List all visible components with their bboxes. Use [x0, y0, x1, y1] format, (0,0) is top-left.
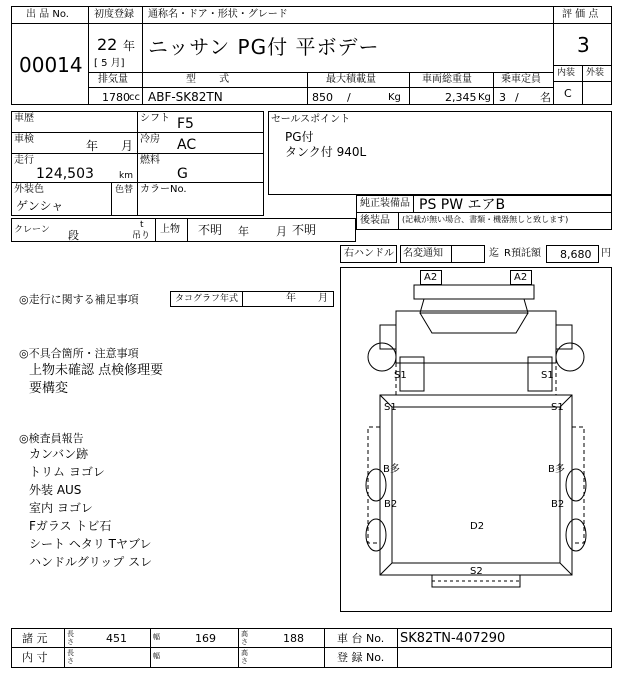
upper-month-value: 不明 [292, 223, 317, 237]
defect-line-2: 要構変 [29, 381, 69, 396]
crane-stage-unit: 段 [68, 229, 79, 242]
color-label: 外装色 [14, 184, 44, 195]
payload-sep: / [347, 91, 351, 104]
deadline-unit: 迄 [489, 248, 499, 259]
inspector-line-2: トリム ヨゴレ [29, 465, 105, 479]
equipment-label: 純正装備品 [360, 198, 410, 209]
first-reg-year: 22 [97, 35, 118, 54]
mark-b-right: B多 [548, 464, 565, 475]
mark-s1-right-lower: S1 [551, 402, 564, 413]
recycle-amount: 8,680 [560, 248, 592, 261]
color-code-label: 色替 [115, 185, 134, 195]
width-label: 幅 [153, 633, 160, 641]
height-value: 188 [283, 632, 304, 645]
dims-label: 諸 元 [22, 632, 48, 645]
mark-a2-right: A2 [514, 272, 528, 283]
sales-point-line-2: タンク付 940L [285, 145, 367, 159]
grade-value: 3 [577, 33, 590, 57]
mileage-value: 124,503 [36, 166, 94, 182]
crane-label: クレーン [14, 225, 50, 235]
inner-length-label: 長さ [67, 649, 74, 665]
car-name: ニッサン PG付 平ボデー [148, 35, 380, 59]
inspector-line-1: カンバン跡 [29, 447, 89, 461]
mark-b2-left: B2 [384, 499, 398, 510]
crane-lift-unit: 吊り [132, 231, 151, 241]
inspection-label: 車検 [14, 134, 34, 145]
interior-grade: C [564, 87, 572, 100]
mark-d2: D2 [470, 521, 485, 532]
inspector-line-3: 外装 AUS [29, 483, 82, 497]
upper-month-unit: 月 [276, 225, 287, 238]
model-label: 型 式 [186, 74, 230, 85]
displacement-label: 排気量 [98, 74, 128, 85]
gvw-value: 2,345 [445, 91, 477, 104]
name-change-label: 名変通知 [403, 248, 443, 259]
aftermarket-note: (記載が無い場合、書類・機器無しと致します) [402, 215, 569, 224]
recycle-unit: 円 [601, 248, 611, 259]
first-reg-label: 初度登録 [94, 9, 134, 20]
defect-line-1: 上物未確認 点検修理要 [29, 363, 164, 378]
aftermarket-label: 後装品 [360, 215, 390, 226]
mileage-label: 走行 [14, 155, 34, 166]
displacement-value: 1780 [102, 91, 130, 104]
exterior-label: 外装 [586, 68, 605, 78]
lot-label: 出 品 No. [26, 9, 69, 20]
inner-width-label: 幅 [153, 652, 160, 660]
driving-notes-label: ◎走行に関する補足事項 [19, 293, 139, 306]
length-value: 451 [106, 632, 127, 645]
history-label: 車歴 [14, 113, 34, 124]
inspector-line-4: 室内 ヨゴレ [29, 501, 93, 515]
payload-label: 最大積載量 [326, 74, 376, 85]
length-label: 長さ [67, 630, 74, 646]
upper-label: 上物 [160, 224, 180, 235]
inner-label: 内 寸 [22, 651, 48, 664]
tachograph-month-unit: 月 [318, 293, 328, 304]
mark-b2-right: B2 [551, 499, 565, 510]
sales-point-label: セールスポイント [271, 114, 351, 125]
mark-b-left: B多 [383, 464, 400, 475]
color-no-label: カラーNo. [140, 184, 187, 195]
sales-point-line-1: PG付 [285, 130, 314, 144]
crane-t-unit: t [140, 220, 144, 230]
fuel-value: G [177, 166, 188, 182]
mark-a2-left: A2 [424, 272, 438, 283]
spec-label-row [88, 72, 554, 88]
tachograph-year-unit: 年 [286, 293, 296, 304]
inspection-year-unit: 年 [86, 139, 99, 153]
shift-label: シフト [140, 113, 170, 124]
capacity-sep: / [515, 91, 519, 104]
mark-s1-left-upper: S1 [394, 370, 407, 381]
capacity-value: 3 [499, 91, 506, 104]
gvw-unit: Kg [478, 92, 491, 103]
first-reg-year-unit: 年 [123, 39, 136, 53]
color-value: ゲンシャ [16, 199, 64, 213]
inspector-label: ◎検査員報告 [19, 432, 84, 445]
truck-diagram [340, 267, 612, 612]
displacement-unit: cc [129, 92, 140, 103]
grade-label: 評 価 点 [562, 9, 599, 20]
height-label: 高さ [241, 630, 248, 646]
payload-unit: Kg [388, 92, 401, 103]
inspector-line-5: Fガラス トビ石 [29, 519, 112, 533]
mark-s1-left-lower: S1 [384, 402, 397, 413]
inspection-month-unit: 月 [121, 139, 134, 153]
interior-label: 内装 [557, 68, 576, 78]
inner-height-label: 高さ [241, 649, 248, 665]
recycle-label: R預託額 [504, 248, 541, 259]
car-name-label: 通称名・ドア・形状・グレード [148, 9, 288, 20]
equipment-value: PS PW エアB [419, 197, 506, 213]
mark-s2: S2 [470, 566, 483, 577]
inspector-line-6: シート ヘタリ Tヤブレ [29, 537, 152, 551]
width-value: 169 [195, 632, 216, 645]
name-change-value-cell [451, 245, 485, 263]
capacity-label: 乗車定員 [501, 74, 541, 85]
gvw-label: 車両総重量 [422, 74, 472, 85]
tachograph-label: タコグラフ年式 [175, 294, 239, 304]
upper-year-unit: 年 [238, 225, 249, 238]
lot-number: 00014 [19, 53, 83, 77]
shift-value: F5 [177, 116, 194, 132]
first-reg-month: [ 5 月] [94, 58, 125, 69]
dims-row [11, 628, 612, 648]
chassis-label: 車 台 No. [337, 632, 385, 645]
chassis-value: SK82TN-407290 [400, 631, 506, 646]
model-value: ABF-SK82TN [148, 90, 223, 104]
upper-year-value: 不明 [198, 223, 223, 237]
reg-label: 登 録 No. [337, 651, 385, 664]
inner-row [11, 647, 612, 668]
steering-value: 右ハンドル [344, 248, 394, 259]
exterior-grade-box [582, 81, 612, 105]
mileage-unit: km [119, 171, 133, 181]
mark-s1-right-upper: S1 [541, 370, 554, 381]
ac-label: 冷房 [140, 134, 160, 145]
inspector-line-7: ハンドルグリップ スレ [29, 555, 153, 569]
ac-value: AC [177, 137, 197, 153]
capacity-unit: 名 [540, 91, 551, 104]
defects-label: ◎不具合箇所・注意事項 [19, 347, 139, 360]
fuel-label: 燃料 [140, 155, 160, 166]
payload-value: 850 [312, 91, 333, 104]
